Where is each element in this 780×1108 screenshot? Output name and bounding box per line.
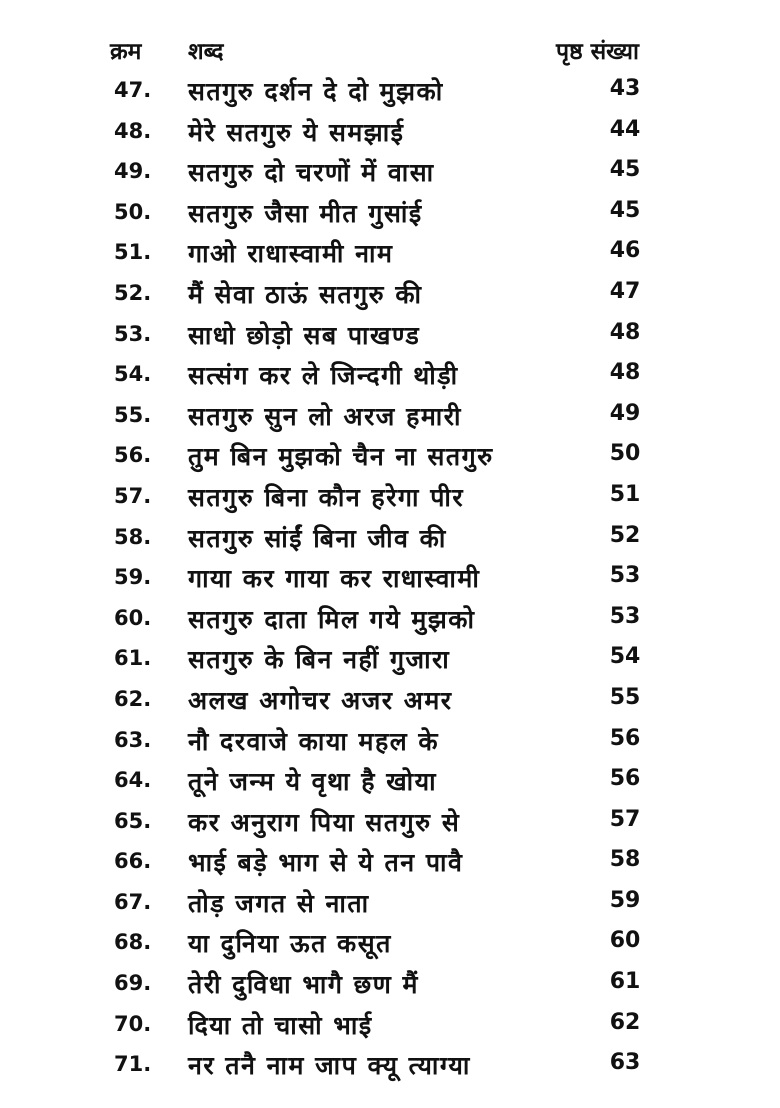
entry-page-number: 63 xyxy=(609,1050,641,1076)
entry-number: 48. xyxy=(114,118,152,143)
list-item xyxy=(0,476,780,517)
entry-title: सतगुरु दर्शन दे दो मुझको xyxy=(188,77,444,106)
list-item xyxy=(0,963,780,1004)
list-item xyxy=(0,395,780,436)
entry-title: मेरे सतगुरु ये समझाई xyxy=(188,117,405,147)
list-item xyxy=(0,273,780,314)
entry-page-number: 59 xyxy=(609,887,641,913)
entry-number: 60. xyxy=(114,605,152,630)
list-item xyxy=(0,70,780,111)
entry-number: 54. xyxy=(114,362,152,387)
list-item xyxy=(0,922,780,963)
list-item xyxy=(0,314,780,355)
entry-number: 65. xyxy=(114,808,152,833)
entry-title: या दुनिया ऊत कसूत xyxy=(188,929,392,959)
entry-number: 47. xyxy=(114,78,152,102)
entry-number: 57. xyxy=(114,483,152,508)
entry-page-number: 48 xyxy=(609,360,641,386)
contents-list xyxy=(0,70,780,1085)
entry-page-number: 55 xyxy=(609,684,641,710)
page-column-header: पृष्ठ संख्या xyxy=(556,39,639,65)
entry-number: 63. xyxy=(114,727,152,752)
entry-page-number: 50 xyxy=(609,441,641,467)
entry-number: 52. xyxy=(114,280,152,305)
entry-title: सत्संग कर ले जिन्दगी थोड़ी xyxy=(188,361,459,391)
entry-number: 53. xyxy=(114,321,152,346)
entry-title: सतगुरु दाता मिल गये मुझको xyxy=(188,604,476,634)
entry-number: 69. xyxy=(114,971,152,996)
entry-title: साधो छोड़ो सब पाखण्ड xyxy=(188,320,421,350)
list-item xyxy=(0,232,780,273)
list-item xyxy=(0,151,780,192)
entry-title: नर तनै नाम जाप क्यू त्याग्या xyxy=(188,1051,471,1081)
list-item xyxy=(0,598,780,639)
table-header xyxy=(0,30,780,70)
entry-title: सतगुरु दो चरणों में वासा xyxy=(188,158,435,188)
entry-title: तोड़ जगत से नाता xyxy=(188,888,370,918)
entry-number: 59. xyxy=(114,565,152,590)
list-item xyxy=(0,517,780,558)
list-item xyxy=(0,760,780,801)
entry-number: 64. xyxy=(114,768,152,793)
entry-title: तुम बिन मुझको चैन ना सतगुरु xyxy=(188,442,494,472)
entry-page-number: 56 xyxy=(609,725,641,751)
list-item xyxy=(0,435,780,476)
list-item xyxy=(0,841,780,882)
entry-title: सतगुरु के बिन नहीं गुजारा xyxy=(188,645,451,675)
list-item xyxy=(0,1044,780,1085)
entry-number: 66. xyxy=(114,849,152,874)
entry-page-number: 60 xyxy=(609,928,641,954)
list-item xyxy=(0,354,780,395)
entry-page-number: 57 xyxy=(609,806,641,832)
entry-page-number: 53 xyxy=(609,563,641,589)
entry-number: 49. xyxy=(114,159,152,184)
list-item xyxy=(0,638,780,679)
entry-number: 50. xyxy=(114,199,152,224)
entry-number: 70. xyxy=(114,1011,152,1036)
entry-title: भाई बड़े भाग से ये तन पावै xyxy=(188,848,464,878)
number-column-header: क्रम xyxy=(110,39,142,65)
entry-title: मैं सेवा ठाऊं सतगुरु की xyxy=(188,279,423,309)
entry-title: सतगुरु सुन लो अरज हमारी xyxy=(188,401,462,431)
list-item xyxy=(0,720,780,761)
entry-number: 58. xyxy=(114,524,152,549)
entry-page-number: 56 xyxy=(609,766,641,792)
entry-page-number: 47 xyxy=(609,278,641,304)
entry-title: सतगुरु बिना कौन हरेगा पीर xyxy=(188,482,465,512)
entry-page-number: 46 xyxy=(609,238,641,264)
entry-page-number: 61 xyxy=(609,969,641,995)
list-item xyxy=(0,1004,780,1045)
entry-number: 51. xyxy=(114,240,152,265)
list-item xyxy=(0,557,780,598)
entry-number: 55. xyxy=(114,402,152,427)
entry-title: कर अनुराग पिया सतगुरु से xyxy=(188,807,461,837)
entry-title: गाओ राधास्वामी नाम xyxy=(188,239,394,269)
list-item xyxy=(0,111,780,152)
list-item xyxy=(0,882,780,923)
entry-number: 56. xyxy=(114,443,152,468)
entry-page-number: 62 xyxy=(609,1009,641,1035)
entry-page-number: 58 xyxy=(609,847,641,873)
entry-number: 68. xyxy=(114,930,152,955)
entry-page-number: 51 xyxy=(609,481,641,507)
list-item xyxy=(0,801,780,842)
entry-title: सतगुरु जैसा मीत गुसांई xyxy=(188,198,423,228)
title-column-header: शब्द xyxy=(188,39,224,65)
entry-number: 61. xyxy=(114,646,152,671)
list-item xyxy=(0,679,780,720)
entry-page-number: 43 xyxy=(609,76,641,101)
entry-title: तूने जन्म ये वृथा है खोया xyxy=(188,767,438,797)
entry-number: 67. xyxy=(114,889,152,914)
entry-title: दिया तो चासो भाई xyxy=(188,1010,373,1040)
entry-number: 62. xyxy=(114,686,152,711)
entry-title: अलख अगोचर अजर अमर xyxy=(188,685,453,715)
entry-page-number: 53 xyxy=(609,603,641,629)
entry-page-number: 48 xyxy=(609,319,641,345)
list-item xyxy=(0,192,780,233)
entry-title: नौ दरवाजे काया महल के xyxy=(188,726,440,756)
entry-page-number: 45 xyxy=(609,157,641,183)
entry-number: 71. xyxy=(114,1052,152,1077)
entry-page-number: 44 xyxy=(609,116,641,142)
entry-title: सतगुरु सांईं बिना जीव की xyxy=(188,523,447,553)
entry-page-number: 52 xyxy=(609,522,641,548)
entry-page-number: 54 xyxy=(609,644,641,670)
entry-title: गाया कर गाया कर राधास्वामी xyxy=(188,564,481,594)
entry-page-number: 45 xyxy=(609,197,641,223)
entry-page-number: 49 xyxy=(609,400,641,426)
entry-title: तेरी दुविधा भागै छण मैं xyxy=(188,970,419,1000)
